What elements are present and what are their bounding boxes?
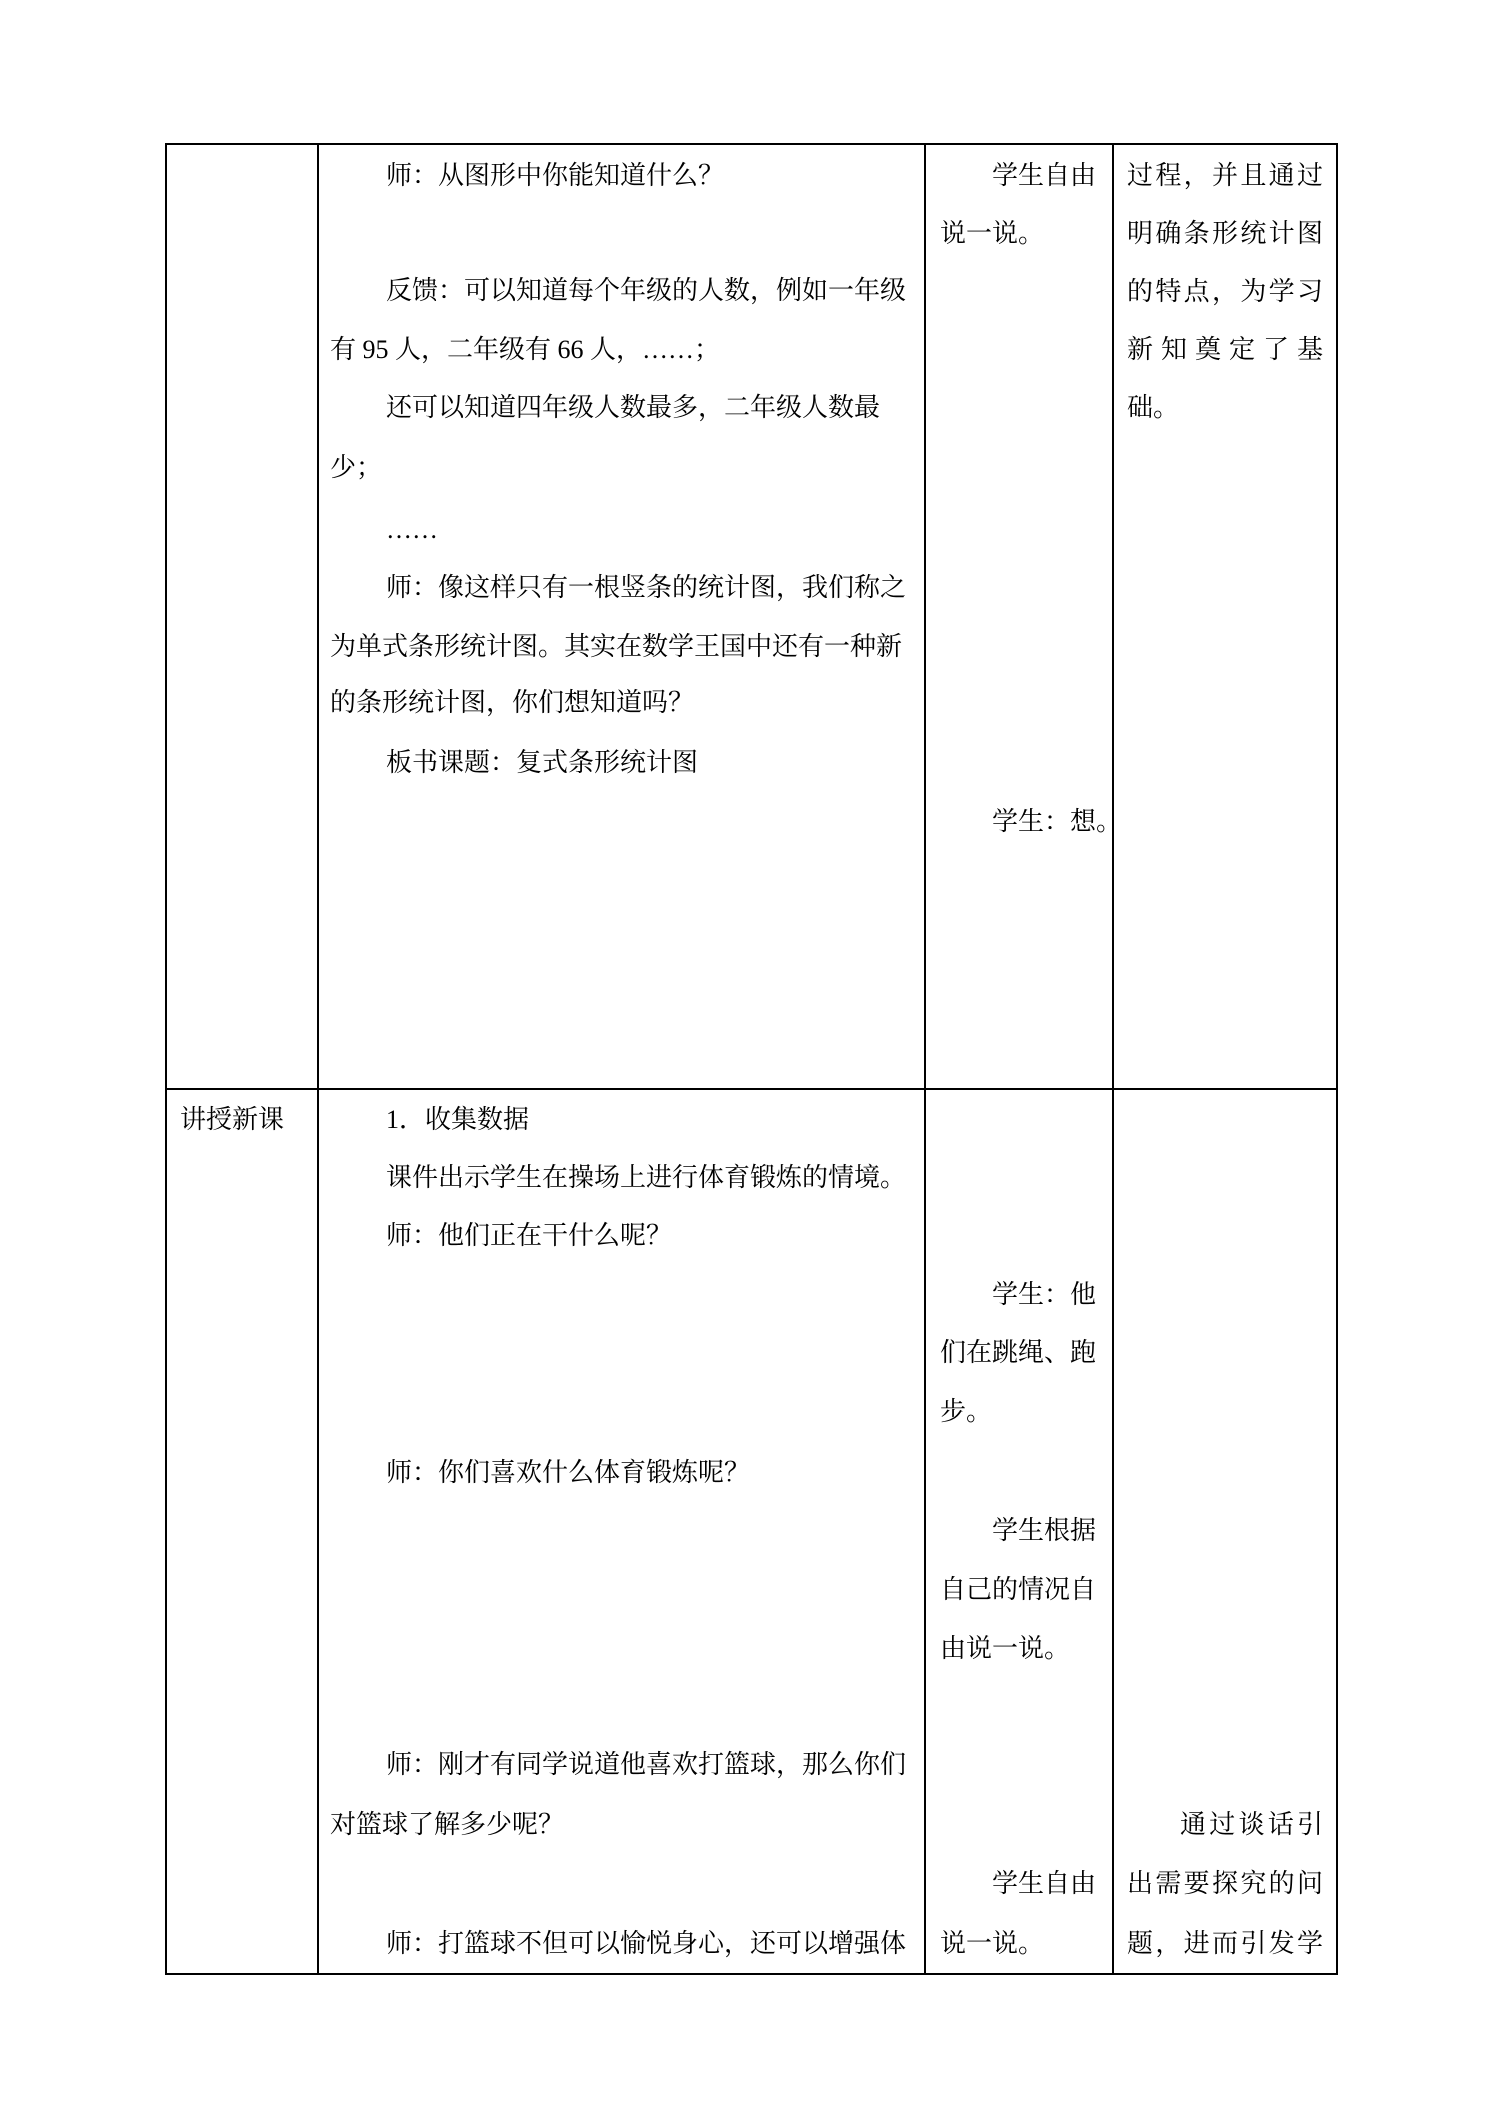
student-line: 步。: [940, 1397, 993, 1426]
content-line: 课件出示学生在操场上进行体育锻炼的情境。: [386, 1163, 907, 1192]
student-line: 们在跳绳、跑: [940, 1338, 1097, 1367]
table-column-divider: [1112, 143, 1114, 1975]
content-line: 师：打篮球不但可以愉悦身心，还可以增强体: [386, 1929, 907, 1958]
purpose-line: 过程，并且通过: [1127, 161, 1323, 190]
content-line: 师：刚才有同学说道他喜欢打篮球，那么你们: [386, 1750, 907, 1779]
purpose-line: 础。: [1127, 393, 1180, 422]
purpose-line: 题，进而引发学: [1127, 1929, 1323, 1958]
purpose-line: 通过谈话引: [1180, 1810, 1323, 1839]
content-line: 为单式条形统计图。其实在数学王国中还有一种新: [330, 632, 903, 661]
purpose-line: 明确条形统计图: [1127, 219, 1323, 248]
content-line: 1．收集数据: [386, 1105, 530, 1134]
content-line: 有 95 人，二年级有 66 人，……；: [330, 335, 721, 364]
content-line: ……: [386, 515, 438, 544]
student-line: 自己的情况自: [940, 1575, 1097, 1604]
table-border-left: [165, 143, 167, 1975]
content-line: 师：像这样只有一根竖条的统计图，我们称之: [386, 573, 907, 602]
table-border-bottom: [165, 1973, 1338, 1975]
content-line: 师：他们正在干什么呢？: [386, 1221, 673, 1250]
content-line: 少；: [330, 453, 383, 482]
content-line: 师：你们喜欢什么体育锻炼呢？: [386, 1458, 751, 1487]
student-line: 由说一说。: [940, 1634, 1071, 1663]
purpose-line: 的特点，为学习: [1127, 277, 1323, 306]
student-line: 学生自由: [992, 1869, 1097, 1898]
student-line: 学生：想。: [992, 807, 1123, 836]
content-line: 的条形统计图，你们想知道吗？: [330, 688, 695, 717]
student-line: 学生：他: [992, 1280, 1097, 1309]
student-line: 说一说。: [940, 219, 1045, 248]
content-line: 还可以知道四年级人数最多，二年级人数最: [386, 393, 881, 422]
content-line: 师：从图形中你能知道什么？: [386, 161, 725, 190]
table-row-divider: [165, 1088, 1338, 1090]
purpose-line: 新知奠定了基: [1127, 335, 1323, 364]
student-line: 说一说。: [940, 1929, 1045, 1958]
table-column-divider: [317, 143, 319, 1975]
stage-label: 讲授新课: [180, 1105, 285, 1134]
table-border-right: [1336, 143, 1338, 1975]
purpose-line: 出需要探究的问: [1127, 1869, 1323, 1898]
student-line: 学生自由: [992, 161, 1097, 190]
student-line: 学生根据: [992, 1516, 1097, 1545]
table-border-top: [165, 143, 1338, 145]
content-line: 板书课题：复式条形统计图: [386, 748, 699, 777]
content-line: 对篮球了解多少呢？: [330, 1810, 565, 1839]
table-column-divider: [924, 143, 926, 1975]
content-line: 反馈：可以知道每个年级的人数，例如一年级: [386, 276, 907, 305]
